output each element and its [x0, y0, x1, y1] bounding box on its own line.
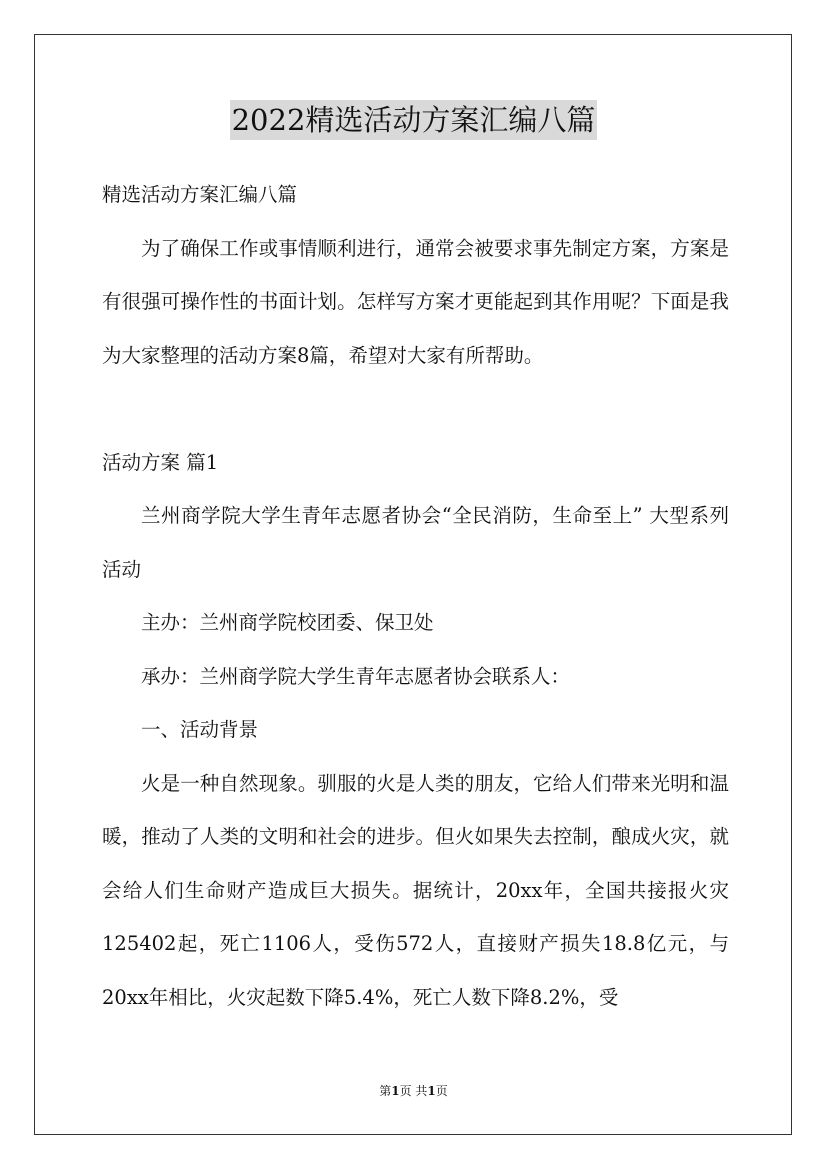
subtitle-paragraph: 精选活动方案汇编八篇 [102, 183, 298, 206]
blank-line [102, 382, 729, 436]
section-heading: 活动方案 篇1 [102, 450, 219, 474]
organizer-paragraph: 主办：兰州商学院校团委、保卫处 [141, 611, 434, 634]
background-heading: 一、活动背景 [141, 718, 259, 741]
background-paragraph: 火是一种自然现象。驯服的火是人类的朋友，它给人们带来光明和温暖，推动了人类的文明和社会的进步。但火如果失去控制，酿成火灾，就会给人们生命财产造成巨大损失。据统计，20xx年，全国共接报火灾125402起，死亡1106人，受伤572人，直接财产损失18.8亿元，与20xx年相比，火灾起数下降5.4%，死亡人数下降8.2%，受 [102, 771, 729, 1009]
event-title-paragraph: 兰州商学院大学生青年志愿者协会“全民消防，生命至上” 大型系列活动 [102, 504, 729, 581]
footer-middle: 页 共 [399, 1084, 428, 1098]
title-container [0, 100, 827, 140]
footer-prefix: 第 [379, 1084, 392, 1098]
host-paragraph: 承办：兰州商学院大学生青年志愿者协会联系人： [141, 664, 571, 688]
document-title: 2022精选活动方案汇编八篇 [230, 100, 598, 140]
footer-total-pages: 1 [427, 1084, 436, 1098]
intro-paragraph: 为了确保工作或事情顺利进行，通常会被要求事先制定方案，方案是有很强可操作性的书面计划。怎样写方案才更能起到其作用呢？下面是我为大家整理的活动方案8篇，希望对大家有所帮助。 [102, 236, 729, 367]
document-body [102, 168, 729, 1024]
footer-suffix: 页 [435, 1084, 448, 1098]
footer-page-number: 1 [391, 1084, 400, 1098]
page-footer [0, 1082, 827, 1100]
